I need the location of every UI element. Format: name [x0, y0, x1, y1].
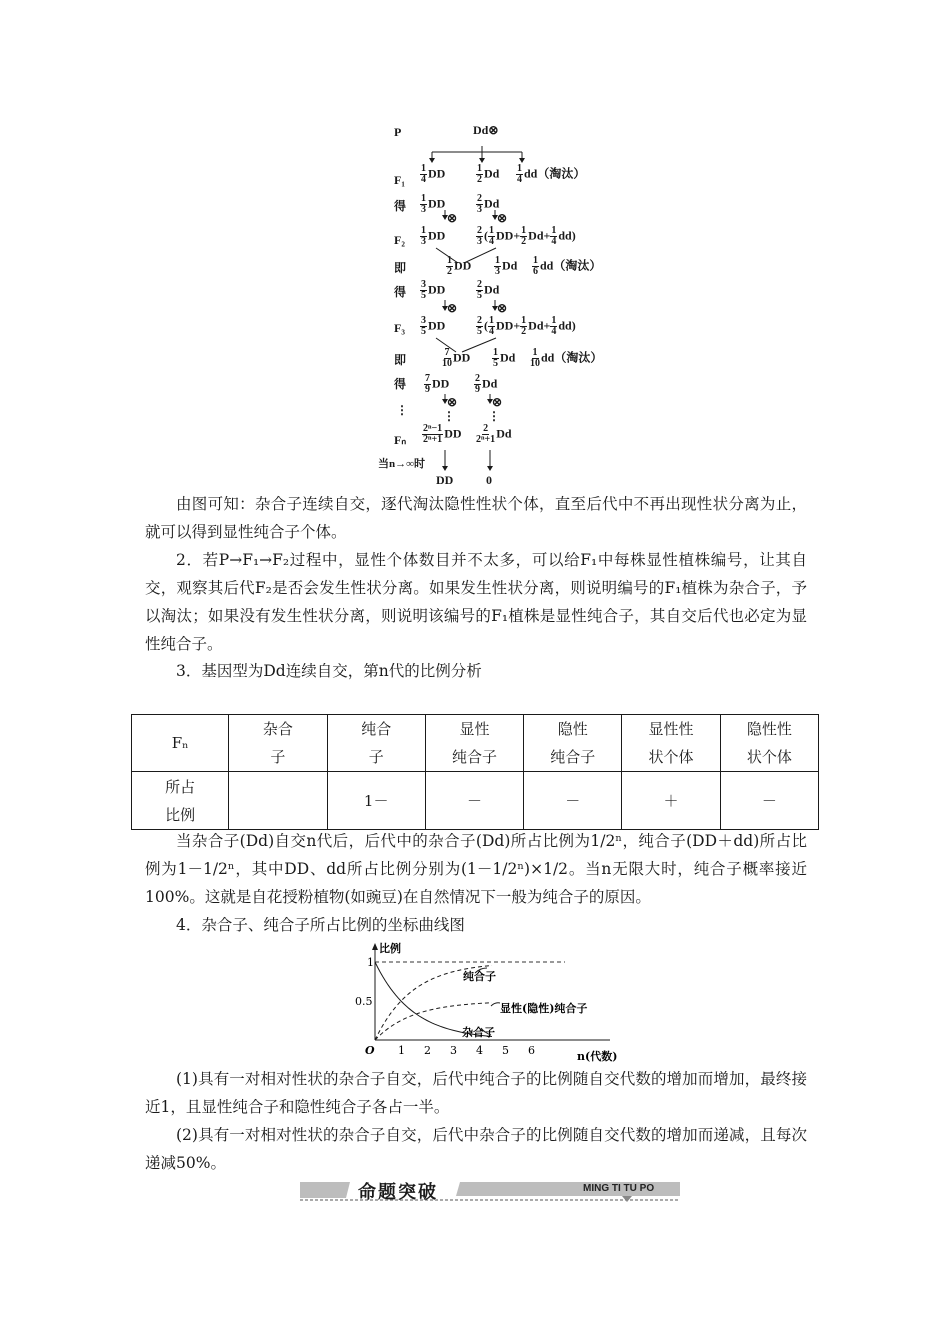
f3-hetero-split: $\frac{2}{5}$ ( $\frac{1}{4}$ DD+ $\frac{1}{2}$ Dd+ $\frac{1}{4}$ dd): [477, 315, 576, 337]
f1-recessive: $\frac{1}{4}$ dd（淘汰）: [517, 163, 586, 185]
y-tick-label: 1: [367, 956, 374, 969]
ji2-hetero: $\frac{1}{5}$ Dd: [493, 347, 516, 369]
ji1-recessive: $\frac{1}{6}$ dd（淘汰）: [533, 255, 602, 277]
de1-dd: $\frac{1}{3}$ DD: [421, 193, 446, 215]
label-de-1: 得: [394, 199, 407, 213]
banner-title: 命题突破: [358, 1182, 438, 1203]
origin-label: O: [365, 1044, 375, 1057]
ellipsis-mark: ⋮: [443, 409, 455, 423]
paragraph-conclusion: 由图可知：杂合子连续自交，逐代淘汰隐性性状个体，直至后代中不再出现性状分离为止，就可以得到显性纯合子个体。: [145, 495, 807, 541]
section-banner: [300, 1178, 680, 1202]
fn-hetero: $\frac{2}{\text{2ⁿ+1}}$ Dd: [476, 423, 512, 445]
label-fn: Fₙ: [394, 433, 407, 447]
table-cell: －: [720, 772, 818, 830]
selfing-symbol: ⊗: [447, 395, 458, 409]
table-header-cell: 显性 纯合子: [425, 715, 523, 772]
table-cell: 1－: [327, 772, 425, 830]
label-f2: F₂: [394, 233, 405, 247]
series-label: 杂合子: [462, 1026, 495, 1039]
table-header-cell: 显性性 状个体: [622, 715, 720, 772]
table-cell: －: [524, 772, 622, 830]
label-ellipsis: ⋮: [396, 403, 408, 417]
x-axis-label: n(代数): [577, 1050, 618, 1063]
paragraph-point-2: 2．若P→F₁→F₂过程中，显性个体数目并不太多，可以给F₁中每株显性植株编号，让其自交，观察其后代F₂是否会发生性状分离。如果发生性状分离，则说明编号的F₁植株为杂合子，予以淘汰；如果没有发生性状分离，则说明该编号的F₁植株是显性纯合子，其自交后代也必定为显性纯合子。: [145, 551, 807, 653]
paragraph-point-4: 4．杂合子、纯合子所占比例的坐标曲线图: [176, 916, 465, 934]
ratio-table: [131, 714, 819, 830]
table-cell: ＋: [622, 772, 720, 830]
label-ji-1: 即: [394, 261, 407, 275]
table-cell: －: [425, 772, 523, 830]
x-tick-label: 1: [398, 1044, 405, 1057]
proportion-chart: [345, 940, 635, 1065]
f3-dd: $\frac{3}{5}$ DD: [421, 315, 446, 337]
ji2-dd: $\frac{7}{10}$ DD: [442, 347, 471, 369]
label-limit: 当n→∞时: [378, 458, 425, 470]
selfing-symbol: ⊗: [447, 301, 458, 315]
ji1-hetero: $\frac{1}{3}$ Dd: [495, 255, 518, 277]
label-de-2: 得: [394, 285, 407, 299]
f2-hetero-split: $\frac{2}{3}$ ( $\frac{1}{4}$ DD+ $\frac{1}{2}$ Dd+ $\frac{1}{4}$ dd): [477, 225, 576, 247]
limit-dd: DD: [436, 473, 454, 487]
label-de-3: 得: [394, 377, 407, 391]
label-f3: F₃: [394, 321, 405, 335]
paragraph-note-2: (2)具有一对相对性状的杂合子自交，后代中杂合子的比例随自交代数的增加而递减，且每次递减50%。: [145, 1126, 807, 1172]
table-header-cell: 隐性 纯合子: [524, 715, 622, 772]
x-tick-label: 4: [476, 1044, 483, 1057]
table-header-cell: 隐性性 状个体: [720, 715, 818, 772]
paragraph-note-1: (1)具有一对相对性状的杂合子自交，后代中纯合子的比例随自交代数的增加而增加，最终接近1，且显性纯合子和隐性纯合子各占一半。: [145, 1070, 807, 1116]
de3-hetero: $\frac{2}{9}$ Dd: [475, 373, 498, 395]
x-tick-label: 3: [450, 1044, 457, 1057]
ji2-recessive: $\frac{1}{10}$ dd（淘汰）: [530, 347, 603, 369]
table-header-cell: 杂合 子: [229, 715, 327, 772]
label-p: P: [394, 125, 402, 139]
f1-hetero: $\frac{1}{2}$ Dd: [477, 163, 500, 185]
table-row-label: 所占 比例: [132, 772, 229, 830]
table-header-row: [132, 715, 819, 772]
label-ji-2: 即: [394, 353, 407, 367]
ji1-dd: $\frac{1}{2}$ DD: [447, 255, 472, 277]
series-label: 显性(隐性)纯合子: [500, 1002, 588, 1015]
table-header-cell: Fₙ: [132, 715, 229, 772]
paragraph-proportion: 当杂合子(Dd)自交n代后，后代中的杂合子(Dd)所占比例为1/2ⁿ，纯合子(DD＋dd)所占比例为1－1/2ⁿ，其中DD、dd所占比例分别为(1－1/2ⁿ)×1/2。当n无限大时，纯合子概率接近100%。这就是自花授粉植物(如豌豆)在自然情况下一般为纯合子的原因。: [145, 832, 807, 906]
selfing-diagram: [370, 118, 630, 490]
leader-line: [491, 1003, 500, 1006]
banner-pinyin: MING TI TU PO: [583, 1183, 655, 1194]
table-header-cell: 纯合 子: [327, 715, 425, 772]
x-tick-label: 2: [424, 1044, 431, 1057]
de2-hetero: $\frac{2}{5}$ Dd: [477, 279, 500, 301]
label-f1: F₁: [394, 173, 405, 187]
f2-dd: $\frac{1}{3}$ DD: [421, 225, 446, 247]
de2-dd: $\frac{3}{5}$ DD: [421, 279, 446, 301]
selfing-symbol: ⊗: [497, 301, 508, 315]
y-tick-label: 0.5: [355, 995, 373, 1008]
de1-hetero: $\frac{2}{3}$ Dd: [477, 193, 500, 215]
table-row: [132, 772, 819, 830]
selfing-symbol: ⊗: [447, 211, 458, 225]
limit-zero: 0: [486, 473, 492, 487]
table-cell: [229, 772, 327, 830]
paragraph-point-3: 3．基因型为Dd连续自交，第n代的比例分析: [176, 662, 482, 680]
y-axis-arrow: [372, 943, 378, 950]
fn-dd: $\frac{\text{2ⁿ−1}}{\text{2ⁿ+1}}$ DD: [423, 423, 462, 445]
x-tick-label: 5: [502, 1044, 509, 1057]
de3-dd: $\frac{7}{9}$ DD: [425, 373, 450, 395]
series-label: 纯合子: [463, 970, 496, 983]
f1-dd: $\frac{1}{4}$ DD: [421, 163, 446, 185]
y-axis-label: 比例: [379, 942, 401, 955]
selfing-symbol: ⊗: [497, 211, 508, 225]
x-tick-label: 6: [528, 1044, 535, 1057]
ellipsis-mark: ⋮: [488, 409, 500, 423]
selfing-symbol: ⊗: [492, 395, 503, 409]
p-genotype: Dd⊗: [473, 123, 499, 137]
